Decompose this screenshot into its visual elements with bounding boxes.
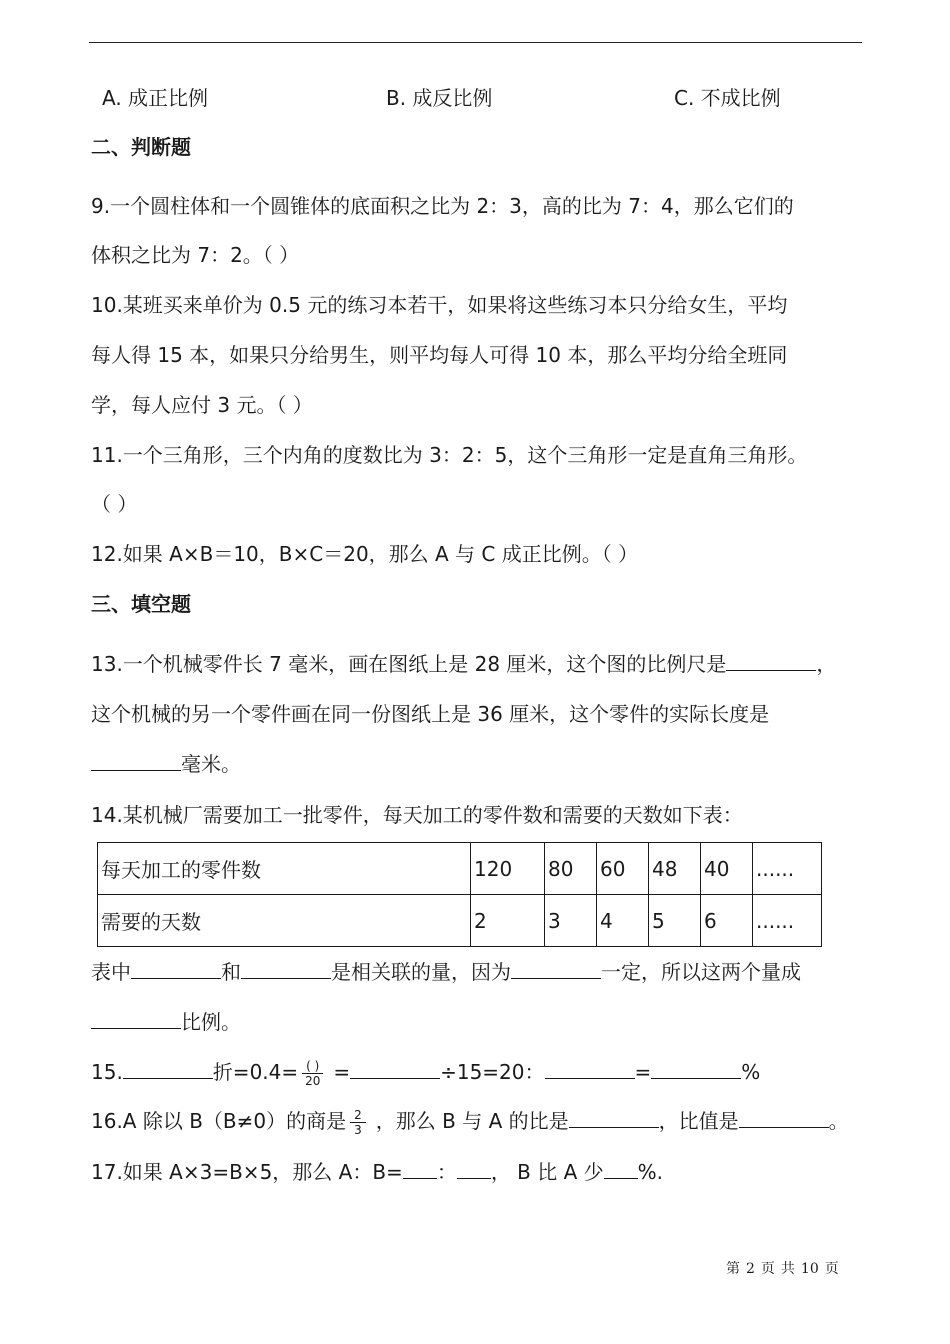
total-pages: 10 xyxy=(800,1261,819,1277)
question-15-text: 折=0.4= xyxy=(212,1060,299,1084)
question-16 xyxy=(91,1107,849,1137)
table-cell: 2 xyxy=(471,895,545,947)
header-rule xyxy=(89,42,862,43)
table-cell: 5 xyxy=(649,895,701,947)
question-13-line-3 xyxy=(91,750,241,778)
answer-blank[interactable] xyxy=(739,1107,829,1128)
question-11-line-1: 11.一个三角形，三个内角的度数比为 3：2：5，这个三角形一定是直角三角形。 xyxy=(91,443,808,467)
footer-text: 第 xyxy=(726,1261,740,1277)
question-16-text: 16.A 除以 B（B≠0）的商是 xyxy=(91,1109,347,1133)
question-14-text: 表中 xyxy=(91,960,131,984)
page-footer xyxy=(726,1258,845,1278)
question-14-after-line-2 xyxy=(91,1008,241,1036)
question-13-text-a: 13.一个机械零件长 7 毫米，画在图纸上是 28 厘米，这个图的比例尺是 xyxy=(91,652,727,676)
answer-blank[interactable] xyxy=(350,1058,440,1079)
question-15-text: % xyxy=(741,1060,761,1084)
fraction xyxy=(350,1108,366,1137)
fraction-denominator: 20 xyxy=(305,1074,321,1088)
question-14-stem: 14.某机械厂需要加工一批零件，每天加工的零件数和需要的天数如下表： xyxy=(91,803,743,827)
question-14-text: 是相关联的量，因为 xyxy=(331,960,511,984)
question-16-text: ，那么 B 与 A 的比是 xyxy=(375,1109,569,1133)
answer-blank[interactable] xyxy=(545,1058,635,1079)
fraction xyxy=(302,1059,323,1088)
table-cell: 60 xyxy=(597,843,649,895)
answer-blank[interactable] xyxy=(569,1107,659,1128)
table-cell: 80 xyxy=(545,843,597,895)
fraction-numerator: 2 xyxy=(350,1108,366,1123)
fraction-numerator-blank[interactable]: ( ) xyxy=(302,1059,323,1074)
question-9-line-2: 体积之比为 7：2。（ ） xyxy=(91,243,300,267)
answer-blank[interactable] xyxy=(91,1008,181,1029)
footer-text: 共 xyxy=(780,1261,795,1277)
question-15-text: = xyxy=(333,1060,351,1084)
question-13-text-b: ， xyxy=(816,652,837,676)
table-cell: 3 xyxy=(545,895,597,947)
question-15 xyxy=(91,1058,760,1088)
question-11-line-2: （ ） xyxy=(91,492,138,516)
answer-blank[interactable] xyxy=(726,650,816,671)
answer-blank[interactable] xyxy=(131,958,221,979)
question-14-text: 和 xyxy=(221,960,241,984)
answer-blank[interactable] xyxy=(123,1058,213,1079)
question-17-text: %. xyxy=(637,1160,664,1184)
table-cell: 120 xyxy=(471,843,545,895)
answer-blank[interactable] xyxy=(403,1158,437,1179)
question-10-line-1: 10.某班买来单价为 0.5 元的练习本若干，如果将这些练习本只分给女生，平均 xyxy=(91,293,788,317)
question-10-line-3: 学，每人应付 3 元。（ ） xyxy=(91,393,313,417)
question-15-text: = xyxy=(634,1060,652,1084)
option-a: A. 成正比例 xyxy=(102,86,209,110)
answer-blank[interactable] xyxy=(604,1158,638,1179)
option-c: C. 不成比例 xyxy=(674,86,781,110)
table-cell: 6 xyxy=(701,895,753,947)
question-10-line-2: 每人得 15 本，如果只分给男生，则平均每人可得 10 本，那么平均分给全班同 xyxy=(91,343,788,367)
answer-blank[interactable] xyxy=(241,958,331,979)
answer-blank[interactable] xyxy=(91,750,181,771)
question-12: 12.如果 A×B＝10，B×C＝20，那么 A 与 C 成正比例。（ ） xyxy=(91,542,639,566)
table-cell: 4 xyxy=(597,895,649,947)
footer-text: 页 xyxy=(760,1261,775,1277)
question-17-text: 17.如果 A×3=B×5，那么 A：B= xyxy=(91,1160,403,1184)
section-title-judgement: 二、判断题 xyxy=(91,135,191,159)
question-14-after-line-1 xyxy=(91,958,801,986)
question-17-text: ， B 比 A 少 xyxy=(490,1160,604,1184)
question-15-text: ÷15=20： xyxy=(440,1060,545,1084)
question-16-text: ，比值是 xyxy=(658,1109,739,1133)
question-13-line-1 xyxy=(91,650,836,678)
table-cell: 每天加工的零件数 xyxy=(98,843,471,895)
question-9-line-1: 9.一个圆柱体和一个圆锥体的底面积之比为 2：3，高的比为 7：4，那么它们的 xyxy=(91,194,794,218)
page-number: 2 xyxy=(746,1261,755,1277)
question-15-text: 15. xyxy=(91,1060,123,1084)
table-cell: 48 xyxy=(649,843,701,895)
question-17 xyxy=(91,1158,663,1186)
question-16-text: 。 xyxy=(828,1109,849,1133)
section-title-fill-blank: 三、填空题 xyxy=(91,592,191,616)
answer-blank[interactable] xyxy=(457,1158,491,1179)
table-cell: 40 xyxy=(701,843,753,895)
footer-text: 页 xyxy=(824,1261,839,1277)
answer-blank[interactable] xyxy=(651,1058,741,1079)
question-14-text: 一定，所以这两个量成 xyxy=(601,960,801,984)
table-cell: ...... xyxy=(753,843,822,895)
table-cell: ...... xyxy=(753,895,822,947)
table-row xyxy=(98,895,822,947)
parts-days-table xyxy=(97,842,822,947)
answer-blank[interactable] xyxy=(511,958,601,979)
question-13-line-2: 这个机械的另一个零件画在同一份图纸上是 36 厘米，这个零件的实际长度是 xyxy=(91,702,770,726)
question-14-text: 比例。 xyxy=(181,1010,241,1034)
question-17-text: ： xyxy=(436,1160,457,1184)
table-row xyxy=(98,843,822,895)
table-cell: 需要的天数 xyxy=(98,895,471,947)
question-13-text-c: 毫米。 xyxy=(181,752,241,776)
fraction-denominator: 3 xyxy=(354,1123,362,1137)
option-b: B. 成反比例 xyxy=(386,86,493,110)
